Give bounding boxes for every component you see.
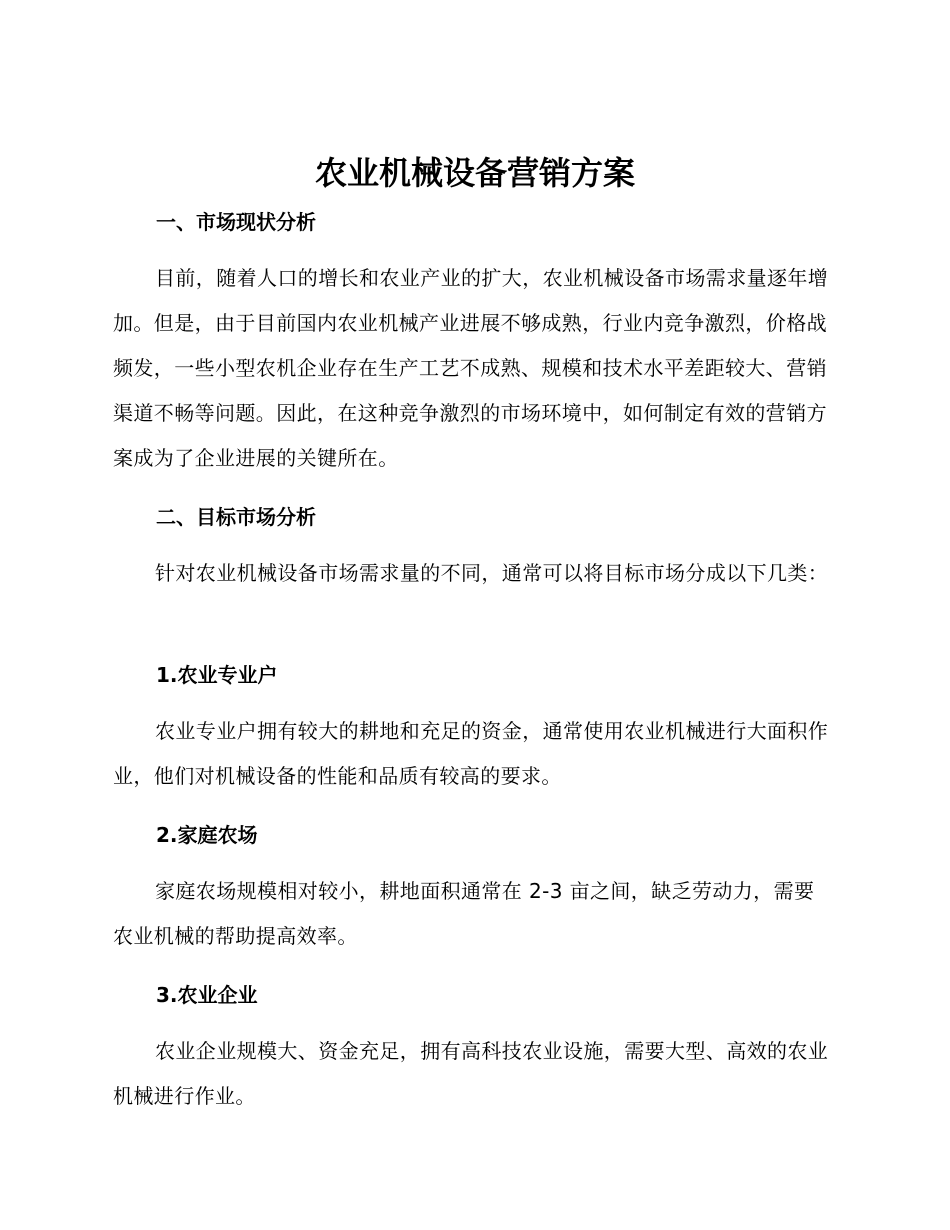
section-paragraph-target-market: 针对农业机械设备市场需求量的不同，通常可以将目标市场分成以下几类： [155,561,829,585]
section-heading-family-farms: 2.家庭农场 [156,823,258,847]
section-heading-target-market: 二、目标市场分析 [156,505,316,529]
section-heading-professional-farmers: 1.农业专业户 [156,663,278,687]
section-paragraph-family-farms: 家庭农场规模相对较小，耕地面积通常在 2-3 亩之间，缺乏劳动力，需要农业机械的帮助提高效率。 [113,879,815,948]
section-heading-agri-enterprises: 3.农业企业 [156,983,258,1007]
section-paragraph-agri-enterprises: 农业企业规模大、资金充足，拥有高科技农业设施，需要大型、高效的农业机械进行作业。 [113,1039,829,1108]
section-paragraph-market-status: 目前，随着人口的增长和农业产业的扩大，农业机械设备市场需求量逐年增加。但是，由于目前国内农业机械产业进展不够成熟，行业内竞争激烈，价格战频发，一些小型农机企业存在生产工艺不成熟、规模和技术水平差距较大、营销渠道不畅等问题。因此，在这种竞争激烈的市场环境中，如何制定有效的营销方案成为了企业进展的关键所在。 [113,266,829,470]
section-paragraph-professional-farmers: 农业专业户拥有较大的耕地和充足的资金，通常使用农业机械进行大面积作业，他们对机械设备的性能和品质有较高的要求。 [113,719,829,788]
document-title: 农业机械设备营销方案 [314,154,635,192]
section-heading-market-status: 一、市场现状分析 [156,210,316,234]
